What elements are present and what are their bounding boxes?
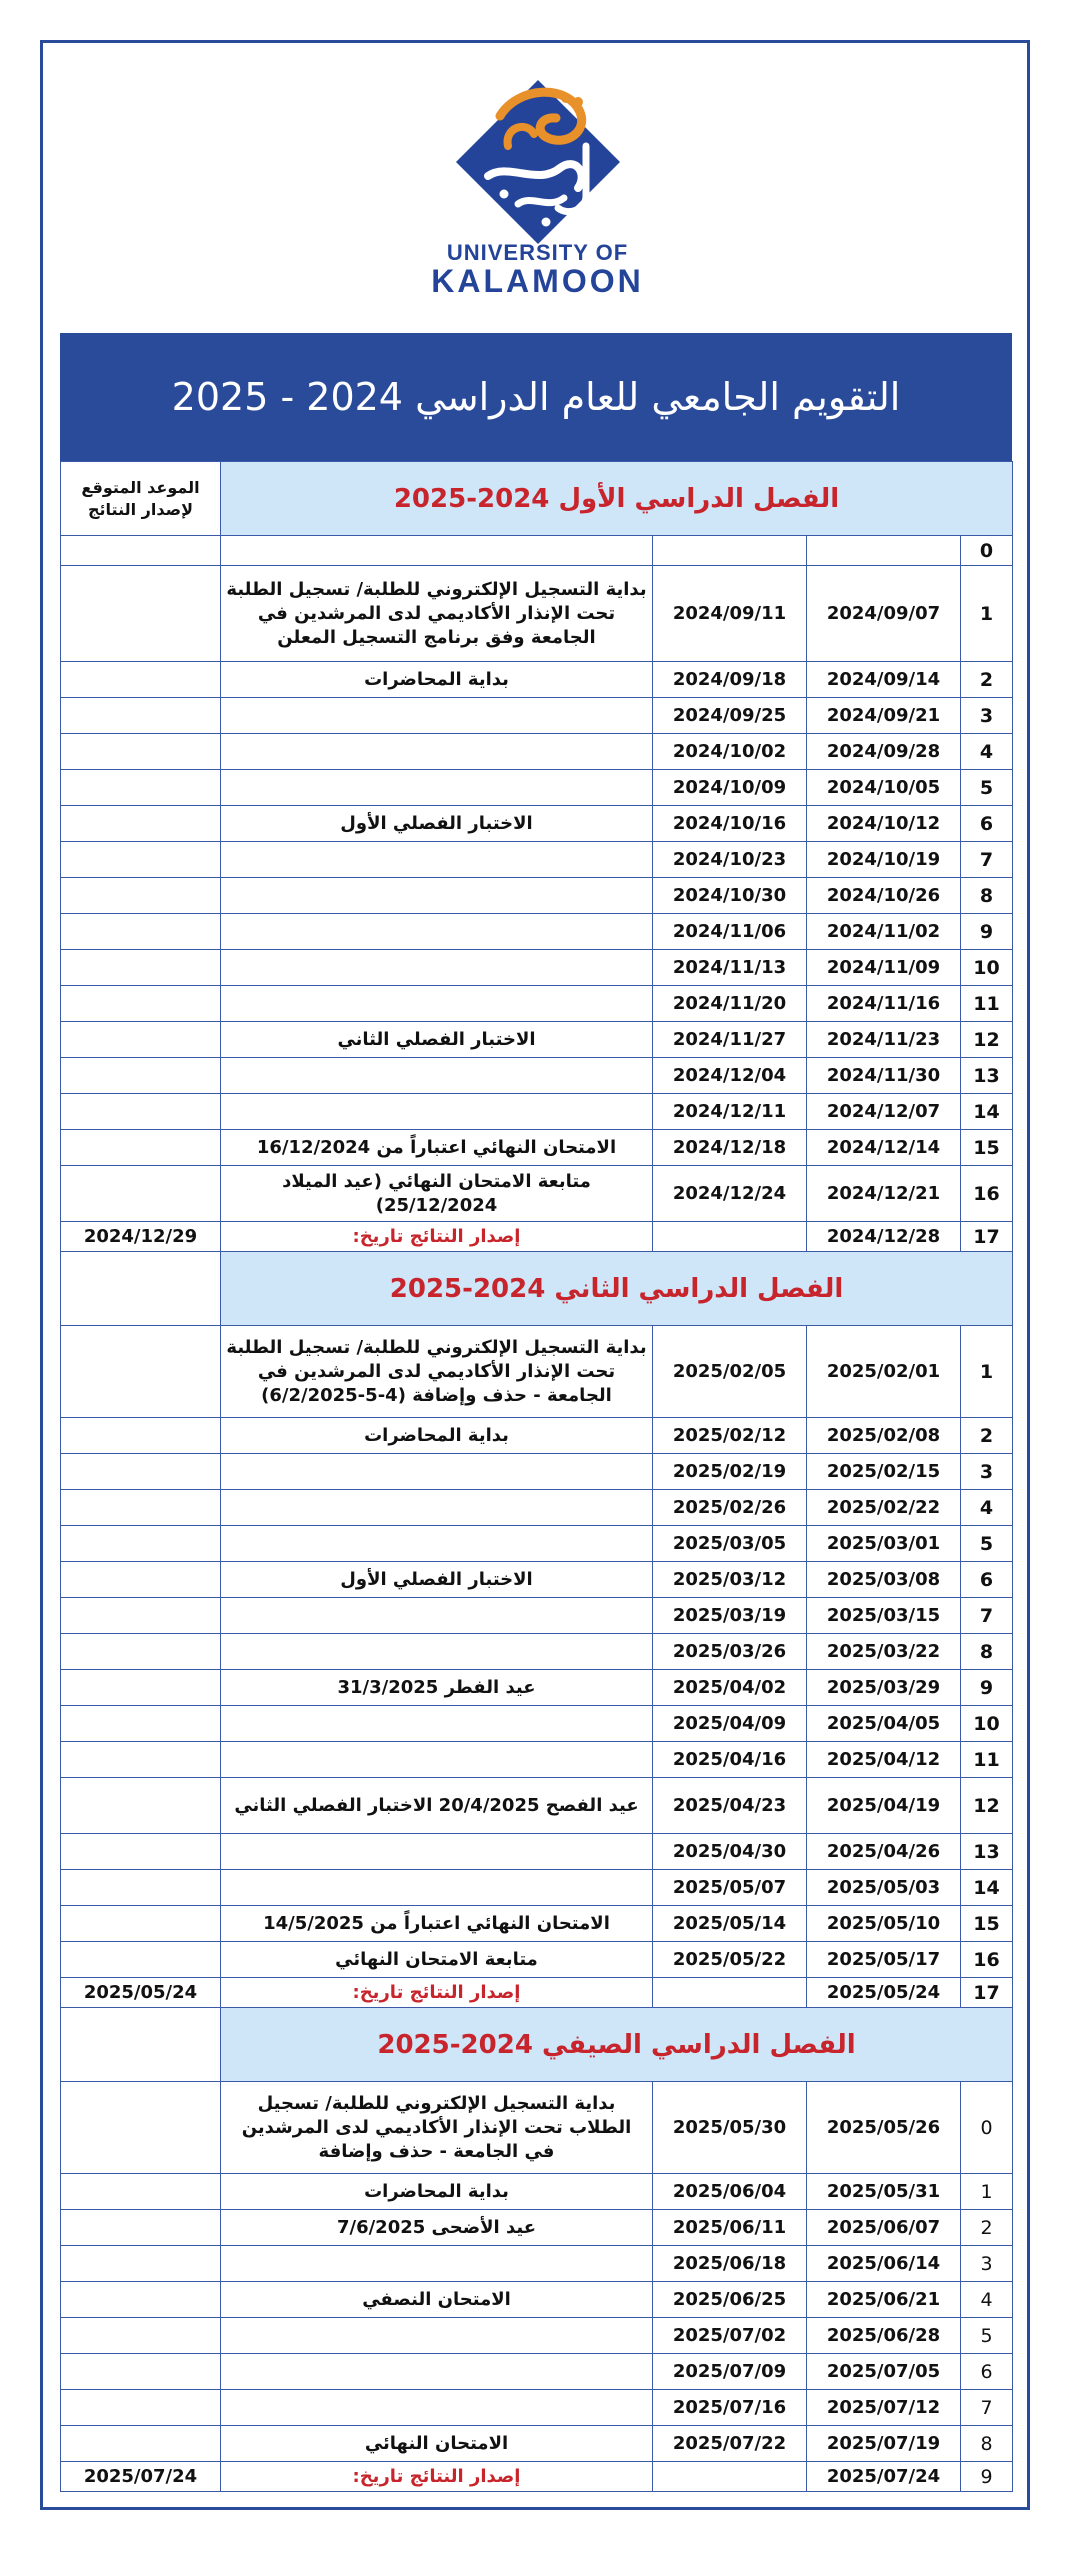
week-row (61, 698, 1013, 734)
event-cell (221, 734, 653, 770)
week-row (61, 2210, 1013, 2246)
week-number-cell: 17 (961, 1978, 1013, 2008)
start-date-cell: 2025/06/07 (807, 2210, 961, 2246)
event-cell (221, 770, 653, 806)
end-date-cell: 2025/04/02 (653, 1670, 807, 1706)
start-date-cell: 2024/10/19 (807, 842, 961, 878)
event-cell: الامتحان النصفي (221, 2282, 653, 2318)
end-date-cell: 2025/07/09 (653, 2354, 807, 2390)
semester-header-row (61, 2008, 1013, 2082)
event-cell: متابعة الامتحان النهائي (عيد الميلاد 25/12/2024) (221, 1166, 653, 1222)
start-date-cell: 2025/07/24 (807, 2462, 961, 2492)
week-row (61, 1166, 1013, 1222)
start-date-cell: 2024/11/09 (807, 950, 961, 986)
end-date-cell: 2025/05/22 (653, 1942, 807, 1978)
end-date-cell: 2025/05/14 (653, 1906, 807, 1942)
results-cell (61, 914, 221, 950)
semester-header-row (61, 462, 1013, 536)
end-date-cell: 2025/02/19 (653, 1454, 807, 1490)
week-row (61, 2082, 1013, 2174)
event-cell (221, 842, 653, 878)
results-cell (61, 878, 221, 914)
week-number-cell: 6 (961, 806, 1013, 842)
week-row (61, 2318, 1013, 2354)
event-cell (221, 914, 653, 950)
start-date-cell: 2025/03/15 (807, 1598, 961, 1634)
results-cell (61, 2318, 221, 2354)
results-cell (61, 1742, 221, 1778)
event-cell (221, 2390, 653, 2426)
start-date-cell: 2025/05/10 (807, 1906, 961, 1942)
end-date-cell: 2024/12/04 (653, 1058, 807, 1094)
start-date-cell: 2025/05/31 (807, 2174, 961, 2210)
results-cell (61, 566, 221, 662)
results-cell (61, 1166, 221, 1222)
start-date-cell: 2025/02/22 (807, 1490, 961, 1526)
event-cell: الاختبار الفصلي الأول (221, 806, 653, 842)
results-cell (61, 1058, 221, 1094)
week-row (61, 1778, 1013, 1834)
calendar-table (60, 461, 1013, 2492)
start-date-cell: 2025/04/05 (807, 1706, 961, 1742)
week-number-cell: 13 (961, 1058, 1013, 1094)
week-row (61, 914, 1013, 950)
week-row (61, 1706, 1013, 1742)
results-cell (61, 1906, 221, 1942)
start-date-cell: 2025/05/03 (807, 1870, 961, 1906)
week-number-cell: 10 (961, 1706, 1013, 1742)
event-cell (221, 2246, 653, 2282)
event-cell: الامتحان النهائي اعتباراً من 14/5/2025 (221, 1906, 653, 1942)
week-number-cell: 7 (961, 2390, 1013, 2426)
event-cell: الامتحان النهائي (221, 2426, 653, 2462)
results-cell (61, 536, 221, 566)
results-row (61, 2462, 1013, 2492)
week-row (61, 1834, 1013, 1870)
semester-header-row (61, 1252, 1013, 1326)
week-row (61, 2354, 1013, 2390)
week-number-cell: 6 (961, 1562, 1013, 1598)
results-cell (61, 1562, 221, 1598)
start-date-cell: 2025/05/24 (807, 1978, 961, 2008)
week-number-cell: 9 (961, 2462, 1013, 2492)
results-cell (61, 2082, 221, 2174)
start-date-cell: 2025/05/17 (807, 1942, 961, 1978)
week-number-cell: 12 (961, 1778, 1013, 1834)
week-number-cell: 3 (961, 698, 1013, 734)
start-date-cell: 2025/03/29 (807, 1670, 961, 1706)
results-cell (61, 1834, 221, 1870)
results-cell (61, 2390, 221, 2426)
end-date-cell: 2024/12/18 (653, 1130, 807, 1166)
logo-line2: KALAMOON (431, 263, 644, 299)
week-number-cell: 14 (961, 1094, 1013, 1130)
week-number-cell: 16 (961, 1942, 1013, 1978)
results-cell (61, 1706, 221, 1742)
event-cell: الاختبار الفصلي الثاني (221, 1022, 653, 1058)
week-row (61, 1942, 1013, 1978)
start-date-cell: 2025/02/08 (807, 1418, 961, 1454)
results-cell (61, 1454, 221, 1490)
results-date-cell: 2025/07/24 (61, 2462, 221, 2492)
event-cell: بداية التسجيل الإلكتروني للطلبة/ تسجيل الطلبة تحت الإنذار الأكاديمي لدى المرشدين في الجامعة وفق برنامج التسجيل المعلن (221, 566, 653, 662)
week-number-cell: 1 (961, 566, 1013, 662)
start-date-cell: 2024/09/14 (807, 662, 961, 698)
empty-cell (653, 1222, 807, 1252)
end-date-cell: 2024/11/27 (653, 1022, 807, 1058)
week-number-cell: 4 (961, 2282, 1013, 2318)
week-number-cell: 1 (961, 2174, 1013, 2210)
results-cell (61, 1634, 221, 1670)
week-number-cell: 2 (961, 2210, 1013, 2246)
end-date-cell: 2024/12/11 (653, 1094, 807, 1130)
results-cell (61, 1870, 221, 1906)
start-date-cell: 2025/07/12 (807, 2390, 961, 2426)
week-row (61, 1490, 1013, 1526)
week-row (61, 986, 1013, 1022)
results-cell (61, 2174, 221, 2210)
event-cell (221, 1094, 653, 1130)
event-cell (221, 1058, 653, 1094)
week-number-cell: 2 (961, 662, 1013, 698)
end-date-cell: 2025/04/30 (653, 1834, 807, 1870)
week-number-cell: 11 (961, 986, 1013, 1022)
end-date-cell: 2024/09/25 (653, 698, 807, 734)
results-cell (61, 698, 221, 734)
event-cell (221, 1526, 653, 1562)
end-date-cell: 2025/02/12 (653, 1418, 807, 1454)
week-number-cell: 10 (961, 950, 1013, 986)
end-date-cell: 2025/07/02 (653, 2318, 807, 2354)
week-row (61, 1870, 1013, 1906)
week-number-cell: 9 (961, 914, 1013, 950)
results-cell (61, 734, 221, 770)
start-date-cell: 2024/11/30 (807, 1058, 961, 1094)
week-row (61, 566, 1013, 662)
end-date-cell: 2025/07/16 (653, 2390, 807, 2426)
end-date-cell: 2025/03/05 (653, 1526, 807, 1562)
blank-cell (61, 1252, 221, 1326)
week-row (61, 1130, 1013, 1166)
week-row (61, 2174, 1013, 2210)
start-date-cell: 2025/07/05 (807, 2354, 961, 2390)
week-number-cell: 17 (961, 1222, 1013, 1252)
event-cell (221, 698, 653, 734)
results-cell (61, 1526, 221, 1562)
results-date-cell: 2025/05/24 (61, 1978, 221, 2008)
end-date-cell: 2024/10/30 (653, 878, 807, 914)
results-cell (61, 1598, 221, 1634)
event-cell (221, 1454, 653, 1490)
event-cell (221, 536, 653, 566)
results-cell (61, 1326, 221, 1418)
start-date-cell: 2025/04/12 (807, 1742, 961, 1778)
end-date-cell: 2025/03/26 (653, 1634, 807, 1670)
results-cell (61, 986, 221, 1022)
results-cell (61, 950, 221, 986)
end-date-cell: 2025/04/09 (653, 1706, 807, 1742)
end-date-cell: 2024/11/06 (653, 914, 807, 950)
results-cell (61, 2210, 221, 2246)
week-row (61, 950, 1013, 986)
event-cell: بداية التسجيل الإلكتروني للطلبة/ تسجيل الطلبة تحت الإنذار الأكاديمي لدى المرشدين في الجامعة - حذف وإضافة (4-5-6/2/2025) (221, 1326, 653, 1418)
start-date-cell: 2024/11/02 (807, 914, 961, 950)
results-date-cell: 2024/12/29 (61, 1222, 221, 1252)
week-number-cell: 0 (961, 2082, 1013, 2174)
week-number-cell: 7 (961, 842, 1013, 878)
week-number-cell: 14 (961, 1870, 1013, 1906)
start-date-cell: 2025/06/28 (807, 2318, 961, 2354)
start-date-cell: 2024/10/26 (807, 878, 961, 914)
event-cell (221, 1834, 653, 1870)
start-date-cell: 2024/12/21 (807, 1166, 961, 1222)
week-number-cell: 4 (961, 1490, 1013, 1526)
end-date-cell: 2024/11/13 (653, 950, 807, 986)
end-date-cell: 2025/03/12 (653, 1562, 807, 1598)
start-date-cell: 2025/04/19 (807, 1778, 961, 1834)
event-cell: بداية المحاضرات (221, 2174, 653, 2210)
start-date-cell: 2024/10/12 (807, 806, 961, 842)
blank-cell (61, 2008, 221, 2082)
results-cell (61, 842, 221, 878)
event-cell (221, 1870, 653, 1906)
week-row (61, 662, 1013, 698)
results-label-cell: إصدار النتائج تاريخ: (221, 1978, 653, 2008)
end-date-cell: 2024/09/18 (653, 662, 807, 698)
end-date-cell: 2025/03/19 (653, 1598, 807, 1634)
results-label-cell: إصدار النتائج تاريخ: (221, 1222, 653, 1252)
results-column-header: الموعد المتوقع لإصدار النتائج (61, 462, 221, 536)
event-cell (221, 1634, 653, 1670)
results-row (61, 1222, 1013, 1252)
start-date-cell: 2025/02/01 (807, 1326, 961, 1418)
week-number-cell: 16 (961, 1166, 1013, 1222)
week-row (61, 1058, 1013, 1094)
results-row (61, 1978, 1013, 2008)
semester-title: الفصل الدراسي الصيفي 2024-2025 (221, 2008, 1013, 2082)
week-number-cell: 5 (961, 770, 1013, 806)
week-number-cell: 5 (961, 2318, 1013, 2354)
start-date-cell: 2025/03/01 (807, 1526, 961, 1562)
semester-title: الفصل الدراسي الأول 2024-2025 (221, 462, 1013, 536)
week-row (61, 2282, 1013, 2318)
start-date-cell: 2024/09/21 (807, 698, 961, 734)
week-row (61, 842, 1013, 878)
week-number-cell: 4 (961, 734, 1013, 770)
week-row (61, 2246, 1013, 2282)
university-logo (0, 76, 1075, 306)
week-number-cell: 2 (961, 1418, 1013, 1454)
week-row (61, 1526, 1013, 1562)
start-date-cell: 2024/09/28 (807, 734, 961, 770)
event-cell: عيد الأضحى 7/6/2025 (221, 2210, 653, 2246)
results-cell (61, 1490, 221, 1526)
start-date-cell: 2024/10/05 (807, 770, 961, 806)
results-cell (61, 806, 221, 842)
results-label-cell: إصدار النتائج تاريخ: (221, 2462, 653, 2492)
end-date-cell: 2024/10/09 (653, 770, 807, 806)
week-number-cell: 3 (961, 1454, 1013, 1490)
start-date-cell: 2024/11/23 (807, 1022, 961, 1058)
event-cell: بداية التسجيل الإلكتروني للطلبة/ تسجيل الطلاب تحت الإنذار الأكاديمي لدى المرشدين في الجامعة - حذف وإضافة (221, 2082, 653, 2174)
event-cell: الامتحان النهائي اعتباراً من 16/12/2024 (221, 1130, 653, 1166)
week-number-cell: 9 (961, 1670, 1013, 1706)
results-cell (61, 1942, 221, 1978)
end-date-cell: 2024/10/23 (653, 842, 807, 878)
results-cell (61, 1418, 221, 1454)
results-cell (61, 1778, 221, 1834)
page-title: التقويم الجامعي للعام الدراسي 2024 - 2025 (60, 333, 1012, 461)
week-row (61, 734, 1013, 770)
results-cell (61, 770, 221, 806)
end-date-cell: 2025/04/23 (653, 1778, 807, 1834)
start-date-cell: 2025/05/26 (807, 2082, 961, 2174)
end-date-cell: 2025/06/11 (653, 2210, 807, 2246)
start-date-cell: 2025/06/21 (807, 2282, 961, 2318)
week-row (61, 770, 1013, 806)
week-number-cell: 13 (961, 1834, 1013, 1870)
semester-title: الفصل الدراسي الثاني 2024-2025 (221, 1252, 1013, 1326)
week-number-cell: 15 (961, 1130, 1013, 1166)
week-row (61, 1094, 1013, 1130)
results-cell (61, 2354, 221, 2390)
end-date-cell: 2025/06/25 (653, 2282, 807, 2318)
end-date-cell: 2024/11/20 (653, 986, 807, 1022)
week-row (61, 1906, 1013, 1942)
week-number-cell: 15 (961, 1906, 1013, 1942)
end-date-cell: 2025/05/07 (653, 1870, 807, 1906)
end-date-cell: 2024/10/02 (653, 734, 807, 770)
week-row (61, 1454, 1013, 1490)
results-cell (61, 1670, 221, 1706)
start-date-cell (807, 536, 961, 566)
event-cell (221, 1742, 653, 1778)
results-cell (61, 1022, 221, 1058)
week-number-cell: 8 (961, 2426, 1013, 2462)
week-row (61, 1562, 1013, 1598)
start-date-cell: 2025/07/19 (807, 2426, 961, 2462)
event-cell (221, 950, 653, 986)
week-row (61, 2390, 1013, 2426)
logo-line1: UNIVERSITY OF (446, 240, 629, 265)
end-date-cell: 2025/04/16 (653, 1742, 807, 1778)
week-row (61, 536, 1013, 566)
results-cell (61, 2426, 221, 2462)
week-row (61, 806, 1013, 842)
start-date-cell: 2025/04/26 (807, 1834, 961, 1870)
event-cell (221, 1706, 653, 1742)
event-cell (221, 878, 653, 914)
results-cell (61, 662, 221, 698)
university-logo-mark (448, 76, 628, 246)
week-number-cell: 8 (961, 878, 1013, 914)
week-number-cell: 3 (961, 2246, 1013, 2282)
start-date-cell: 2024/12/07 (807, 1094, 961, 1130)
week-row (61, 1634, 1013, 1670)
week-number-cell: 5 (961, 1526, 1013, 1562)
start-date-cell: 2025/03/22 (807, 1634, 961, 1670)
start-date-cell: 2024/11/16 (807, 986, 961, 1022)
week-number-cell: 12 (961, 1022, 1013, 1058)
week-row (61, 1742, 1013, 1778)
week-row (61, 1418, 1013, 1454)
end-date-cell: 2025/06/04 (653, 2174, 807, 2210)
end-date-cell: 2025/06/18 (653, 2246, 807, 2282)
end-date-cell: 2024/12/24 (653, 1166, 807, 1222)
week-number-cell: 11 (961, 1742, 1013, 1778)
start-date-cell: 2025/06/14 (807, 2246, 961, 2282)
week-number-cell: 1 (961, 1326, 1013, 1418)
start-date-cell: 2025/03/08 (807, 1562, 961, 1598)
event-cell: بداية المحاضرات (221, 1418, 653, 1454)
week-row (61, 1670, 1013, 1706)
results-cell (61, 2282, 221, 2318)
event-cell (221, 986, 653, 1022)
empty-cell (653, 2462, 807, 2492)
week-row (61, 878, 1013, 914)
event-cell (221, 1598, 653, 1634)
start-date-cell: 2024/12/14 (807, 1130, 961, 1166)
week-number-cell: 8 (961, 1634, 1013, 1670)
event-cell (221, 1490, 653, 1526)
results-cell (61, 1094, 221, 1130)
start-date-cell: 2025/02/15 (807, 1454, 961, 1490)
end-date-cell: 2025/07/22 (653, 2426, 807, 2462)
event-cell (221, 2318, 653, 2354)
results-cell (61, 2246, 221, 2282)
event-cell: بداية المحاضرات (221, 662, 653, 698)
end-date-cell: 2024/10/16 (653, 806, 807, 842)
end-date-cell: 2025/02/05 (653, 1326, 807, 1418)
week-number-cell: 6 (961, 2354, 1013, 2390)
results-cell (61, 1130, 221, 1166)
event-cell: متابعة الامتحان النهائي (221, 1942, 653, 1978)
week-number-cell: 0 (961, 536, 1013, 566)
start-date-cell: 2024/12/28 (807, 1222, 961, 1252)
week-row (61, 1022, 1013, 1058)
event-cell: عيد الفصح 20/4/2025 الاختبار الفصلي الثاني (221, 1778, 653, 1834)
start-date-cell: 2024/09/07 (807, 566, 961, 662)
event-cell: الاختبار الفصلي الأول (221, 1562, 653, 1598)
end-date-cell (653, 536, 807, 566)
week-row (61, 1326, 1013, 1418)
event-cell (221, 2354, 653, 2390)
event-cell: عيد الفطر 31/3/2025 (221, 1670, 653, 1706)
week-row (61, 2426, 1013, 2462)
end-date-cell: 2024/09/11 (653, 566, 807, 662)
week-row (61, 1598, 1013, 1634)
end-date-cell: 2025/05/30 (653, 2082, 807, 2174)
week-number-cell: 7 (961, 1598, 1013, 1634)
end-date-cell: 2025/02/26 (653, 1490, 807, 1526)
empty-cell (653, 1978, 807, 2008)
